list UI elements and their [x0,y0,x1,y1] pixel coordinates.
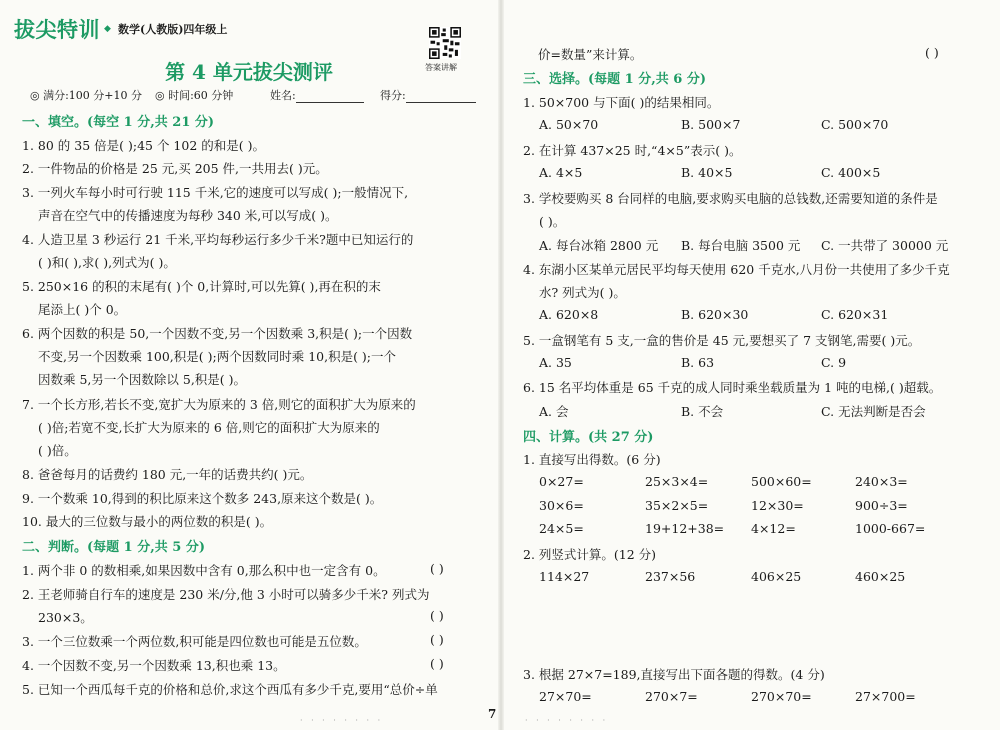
choice-6-option-b[interactable]: B. 不会 [681,404,724,419]
subject-label: 数学(人教版)四年级上 [118,23,228,36]
choice-3-option-a[interactable]: A. 每台冰箱 2800 元 [539,238,659,253]
oral-calc-item: 900÷3= [855,498,908,513]
fill-question-7-cont: ( )倍;若宽不变,长扩大为原来的 6 倍,则它的面积扩大为原来的 [38,420,380,435]
judge-answer-4[interactable]: ( ) [430,656,444,671]
full-score-label: ◎ 满分:100 分+10 分 [30,89,143,102]
judge-question-2: 2. 王老师骑自行车的速度是 230 米/分,他 3 小时可以骑多少千米? 列式为 [22,587,430,602]
page-number: 7 [488,707,497,721]
judge-answer-5[interactable]: ( ) [925,45,939,60]
brand-separator: ◆ [104,24,111,34]
calc-question-2: 2. 列竖式计算。(12 分) [523,547,657,562]
grade-label: 得分: [380,89,406,102]
fill-question-10: 10. 最大的三位数与最小的两位数的积是( )。 [22,514,273,529]
time-label: ◎ 时间:60 分钟 [155,89,234,102]
footer-dots-right: · · · · · · · · [525,716,609,725]
derived-calc-item: 270×70= [751,689,812,704]
judge-question-3: 3. 一个三位数乘一个两位数,积可能是四位数也可能是五位数。 [22,634,367,649]
vertical-calc-item: 114×27 [539,569,590,584]
judge-answer-1[interactable]: ( ) [430,561,444,576]
choice-2-option-b[interactable]: B. 40×5 [681,165,733,180]
name-field[interactable] [270,87,364,103]
judge-question-1: 1. 两个非 0 的数相乘,如果因数中含有 0,那么积中也一定含有 0。 [22,563,386,578]
judge-answer-2[interactable]: ( ) [430,608,444,623]
oral-calc-item: 240×3= [855,474,908,489]
vertical-calc-item: 237×56 [645,569,696,584]
grade-blank[interactable] [406,90,476,103]
choice-1-option-c[interactable]: C. 500×70 [821,117,889,132]
section-calc-title: 四、计算。(共 27 分) [523,430,654,445]
grade-field[interactable] [380,87,476,103]
fill-question-8: 8. 爸爸每月的话费约 180 元,一年的话费共约( )元。 [22,467,313,482]
section-fill-title: 一、填空。(每空 1 分,共 21 分) [22,115,215,130]
oral-calc-item: 1000-667= [855,521,926,536]
oral-calc-item: 0×27= [539,474,584,489]
choice-4-option-c[interactable]: C. 620×31 [821,307,889,322]
fill-question-5: 5. 250×16 的积的末尾有( )个 0,计算时,可以先算( ),再在积的末 [22,279,381,294]
oral-calc-item: 25×3×4= [645,474,709,489]
choice-question-4: 4. 东湖小区某单元居民平均每天使用 620 千克水,八月份一共使用了多少千克 [523,262,950,277]
choice-1-option-b[interactable]: B. 500×7 [681,117,741,132]
oral-calc-item: 500×60= [751,474,812,489]
choice-question-3: 3. 学校要购买 8 台同样的电脑,要求购买电脑的总钱数,还需要知道的条件是 [523,191,938,206]
name-label: 姓名: [270,89,296,102]
book-spine [498,0,504,730]
oral-calc-item: 4×12= [751,521,796,536]
name-blank[interactable] [296,90,364,103]
vertical-calc-item: 460×25 [855,569,906,584]
fill-question-6-cont2: 因数乘 5,另一个因数除以 5,积是( )。 [38,372,247,387]
choice-4-option-b[interactable]: B. 620×30 [681,307,749,322]
oral-calc-item: 24×5= [539,521,584,536]
choice-2-option-c[interactable]: C. 400×5 [821,165,881,180]
page-title: 第 4 单元拔尖测评 [165,60,333,84]
judge-question-2-cont: 230×3。 [38,610,93,625]
choice-question-4-cont: 水? 列式为( )。 [539,285,626,300]
judge-question-5-cont: 价=数量”来计算。 [538,47,643,62]
calc-question-3: 3. 根据 27×7=189,直接写出下面各题的得数。(4 分) [523,667,825,682]
judge-question-4: 4. 一个因数不变,另一个因数乘 13,积也乘 13。 [22,658,286,673]
choice-question-6: 6. 15 名平均体重是 65 千克的成人同时乘坐载质量为 1 吨的电梯,( )超载。 [523,380,942,395]
derived-calc-item: 270×7= [645,689,698,704]
choice-question-1: 1. 50×700 与下面( )的结果相同。 [523,95,720,110]
choice-question-5: 5. 一盒钢笔有 5 支,一盒的售价是 45 元,要想买了 7 支钢笔,需要( )元。 [523,333,921,348]
choice-question-3-cont: ( )。 [539,214,566,229]
fill-question-4-cont: ( )和( ),求( ),列式为( )。 [38,255,176,270]
judge-question-5: 5. 已知一个西瓜每千克的价格和总价,求这个西瓜有多少千克,要用“总价÷单 [22,682,438,697]
oral-calc-item: 19+12+38= [645,521,725,536]
fill-question-9: 9. 一个数乘 10,得到的积比原来这个数多 243,原来这个数是( )。 [22,491,383,506]
choice-5-option-a[interactable]: A. 35 [539,355,572,370]
fill-question-7-cont2: ( )倍。 [38,443,77,458]
fill-question-7: 7. 一个长方形,若长不变,宽扩大为原来的 3 倍,则它的面积扩大为原来的 [22,397,416,412]
fill-question-3: 3. 一列火车每小时可行驶 115 千米,它的速度可以写成( );一般情况下, [22,185,409,200]
oral-calc-item: 12×30= [751,498,804,513]
qr-code-label: 答案讲解 [425,63,457,72]
choice-3-option-c[interactable]: C. 一共带了 30000 元 [821,238,949,253]
section-judge-title: 二、判断。(每题 1 分,共 5 分) [22,540,206,555]
judge-answer-3[interactable]: ( ) [430,632,444,647]
fill-question-4: 4. 人造卫星 3 秒运行 21 千米,平均每秒运行多少千米?题中已知运行的 [22,232,414,247]
fill-question-5-cont: 尾添上( )个 0。 [38,302,127,317]
qr-code-icon[interactable] [429,27,461,59]
derived-calc-item: 27×70= [539,689,592,704]
brand-logo: 拔尖特训 [14,18,100,42]
choice-3-option-b[interactable]: B. 每台电脑 3500 元 [681,238,801,253]
choice-6-option-a[interactable]: A. 会 [539,404,569,419]
choice-5-option-c[interactable]: C. 9 [821,355,847,370]
choice-4-option-a[interactable]: A. 620×8 [539,307,599,322]
oral-calc-item: 35×2×5= [645,498,709,513]
choice-6-option-c[interactable]: C. 无法判断是否会 [821,404,926,419]
fill-question-1: 1. 80 的 35 倍是( );45 个 102 的和是( )。 [22,138,265,153]
derived-calc-item: 27×700= [855,689,916,704]
choice-5-option-b[interactable]: B. 63 [681,355,715,370]
fill-question-6: 6. 两个因数的积是 50,一个因数不变,另一个因数乘 3,积是( );一个因数 [22,326,413,341]
choice-2-option-a[interactable]: A. 4×5 [539,165,583,180]
oral-calc-item: 30×6= [539,498,584,513]
footer-dots-left: · · · · · · · · [300,716,384,725]
fill-question-6-cont: 不变,另一个因数乘 100,积是( );两个因数同时乘 10,积是( );一个 [38,349,397,364]
choice-1-option-a[interactable]: A. 50×70 [539,117,599,132]
section-choice-title: 三、选择。(每题 1 分,共 6 分) [523,72,707,87]
calc-question-1: 1. 直接写出得数。(6 分) [523,452,661,467]
choice-question-2: 2. 在计算 437×25 时,“4×5”表示( )。 [523,143,742,158]
vertical-calc-item: 406×25 [751,569,802,584]
fill-question-3-cont: 声音在空气中的传播速度为每秒 340 米,可以写成( )。 [38,208,338,223]
fill-question-2: 2. 一件物品的价格是 25 元,买 205 件,一共用去( )元。 [22,161,328,176]
